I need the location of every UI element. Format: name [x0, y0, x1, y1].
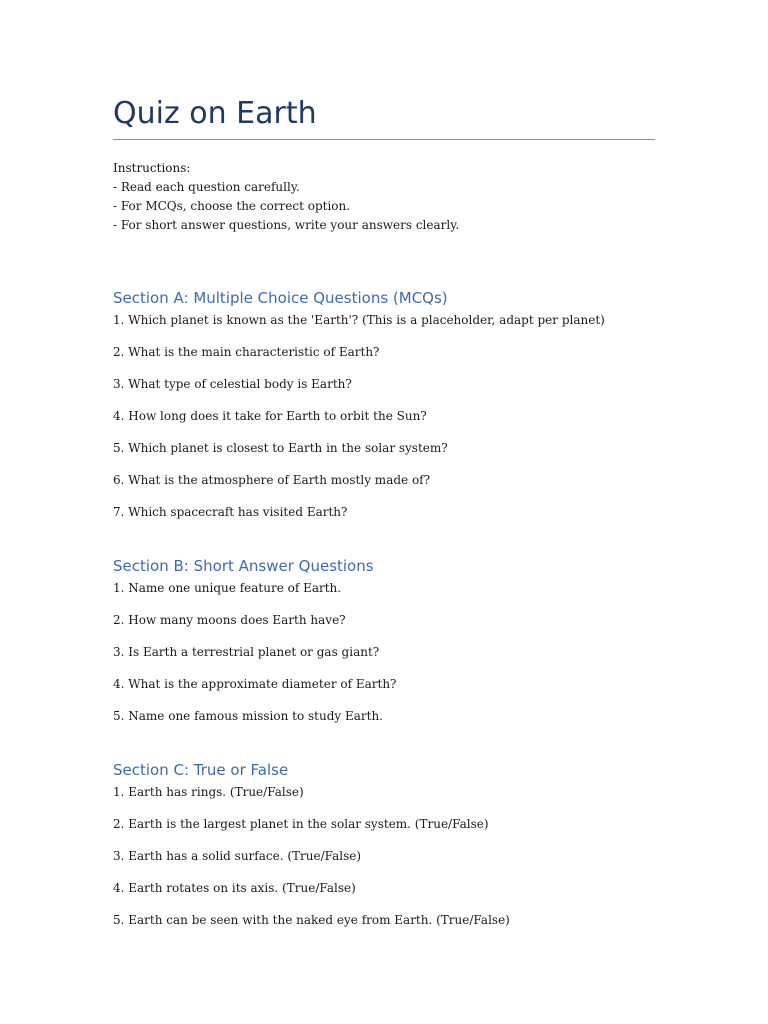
question-item: 5. Which planet is closest to Earth in the solar system?	[113, 441, 448, 455]
question-item: 4. What is the approximate diameter of Earth?	[113, 677, 397, 691]
instructions-label: Instructions:	[113, 161, 191, 175]
question-item: 3. Is Earth a terrestrial planet or gas giant?	[113, 645, 380, 659]
question-item: 5. Name one famous mission to study Earth.	[113, 709, 383, 723]
question-item: 4. How long does it take for Earth to orbit the Sun?	[113, 409, 427, 423]
question-item: 3. What type of celestial body is Earth?	[113, 377, 352, 391]
question-item: 7. Which spacecraft has visited Earth?	[113, 505, 348, 519]
instruction-item: - For MCQs, choose the correct option.	[113, 199, 351, 213]
section-a-heading: Section A: Multiple Choice Questions (MCQs)	[113, 289, 448, 307]
question-item: 2. What is the main characteristic of Earth?	[113, 345, 380, 359]
section-c-heading: Section C: True or False	[113, 761, 289, 779]
instructions-block	[113, 159, 459, 235]
title-divider	[113, 139, 655, 140]
question-item: 1. Earth has rings. (True/False)	[113, 785, 304, 799]
question-item: 4. Earth rotates on its axis. (True/False)	[113, 881, 356, 895]
section-b-heading: Section B: Short Answer Questions	[113, 557, 374, 575]
question-item: 2. Earth is the largest planet in the solar system. (True/False)	[113, 817, 489, 831]
question-item: 5. Earth can be seen with the naked eye from Earth. (True/False)	[113, 913, 510, 927]
instruction-item: - Read each question carefully.	[113, 180, 300, 194]
question-item: 3. Earth has a solid surface. (True/False)	[113, 849, 362, 863]
question-item: 1. Which planet is known as the 'Earth'? (This is a placeholder, adapt per planet)	[113, 313, 605, 327]
instruction-item: - For short answer questions, write your answers clearly.	[113, 218, 460, 232]
question-item: 2. How many moons does Earth have?	[113, 613, 346, 627]
question-item: 1. Name one unique feature of Earth.	[113, 581, 342, 595]
document-title: Quiz on Earth	[113, 96, 317, 131]
question-item: 6. What is the atmosphere of Earth mostly made of?	[113, 473, 431, 487]
